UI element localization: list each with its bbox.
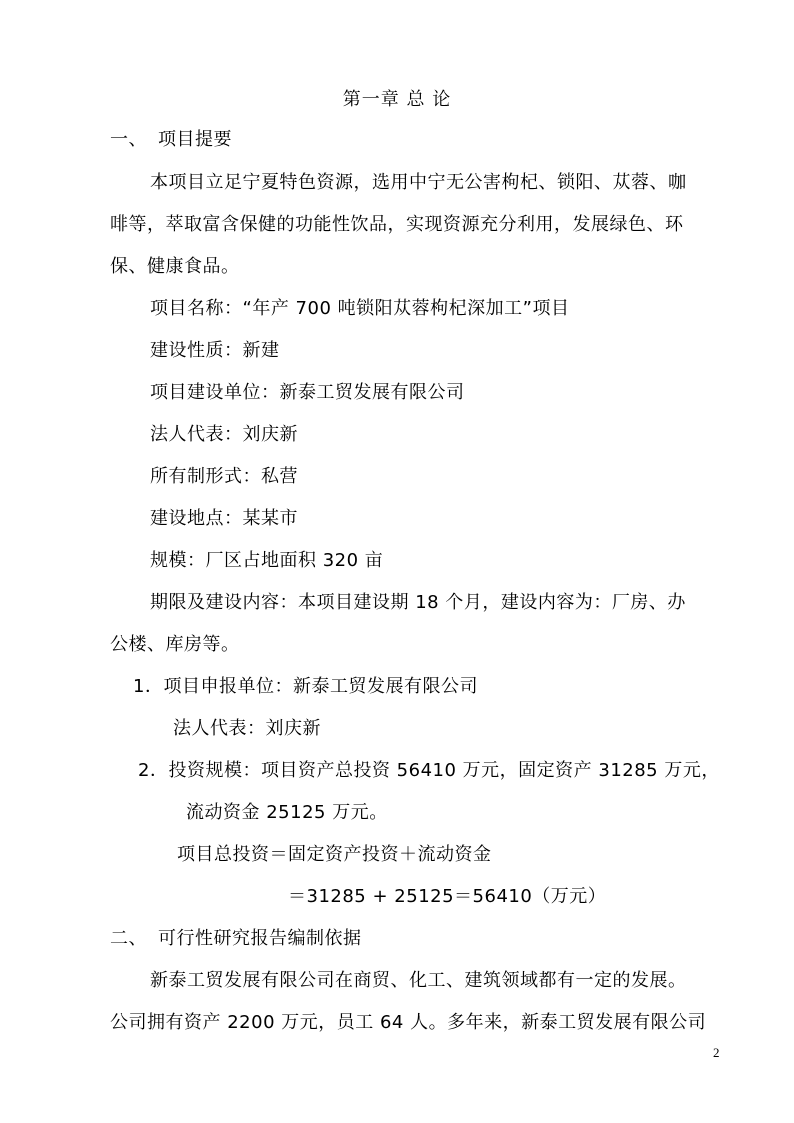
section-title: 项目提要 bbox=[158, 129, 232, 150]
formula-line-1: 项目总投资＝固定资产投资＋流动资金 bbox=[177, 844, 492, 865]
construction-location: 建设地点：某某市 bbox=[150, 508, 298, 529]
intro-line-2: 啡等，萃取富含保健的功能性饮品，实现资源充分利用，发展绿色、环 bbox=[110, 214, 684, 235]
list-item-2-sub: 流动资金 25125 万元。 bbox=[186, 802, 388, 823]
construction-nature: 建设性质：新建 bbox=[150, 340, 280, 361]
intro-line-1: 本项目立足宁夏特色资源，选用中宁无公害枸杞、锁阳、苁蓉、咖 bbox=[150, 172, 687, 193]
ownership-form: 所有制形式：私营 bbox=[150, 466, 298, 487]
section-title: 可行性研究报告编制依据 bbox=[158, 928, 362, 949]
chapter-title: 第一章 总 论 bbox=[342, 89, 452, 110]
period-line-1: 期限及建设内容：本项目建设期 18 个月，建设内容为：厂房、办 bbox=[150, 592, 686, 613]
formula-line-2: ＝31285 + 25125＝56410（万元） bbox=[288, 886, 607, 907]
section-heading-2 bbox=[110, 927, 362, 951]
company-line-2: 公司拥有资产 2200 万元，员工 64 人。多年来，新泰工贸发展有限公司 bbox=[110, 1012, 707, 1033]
intro-line-3: 保、健康食品。 bbox=[110, 256, 240, 277]
section-heading-1 bbox=[110, 128, 232, 152]
legal-representative: 法人代表：刘庆新 bbox=[150, 424, 298, 445]
construction-unit: 项目建设单位：新泰工贸发展有限公司 bbox=[150, 382, 465, 403]
list-item-1-sub: 法人代表：刘庆新 bbox=[173, 718, 321, 739]
project-name: 项目名称：“年产 700 吨锁阳苁蓉枸杞深加工”项目 bbox=[150, 298, 570, 319]
list-item-text: 项目申报单位：新泰工贸发展有限公司 bbox=[163, 676, 478, 697]
period-line-2: 公楼、库房等。 bbox=[110, 634, 240, 655]
section-number: 一、 bbox=[110, 129, 147, 150]
project-scale: 规模：厂区占地面积 320 亩 bbox=[150, 550, 384, 571]
list-item-number: 1． bbox=[133, 676, 164, 697]
list-item-number: 2． bbox=[138, 760, 169, 781]
page-number: 2 bbox=[713, 1045, 720, 1060]
list-item-text: 投资规模：项目资产总投资 56410 万元，固定资产 31285 万元， bbox=[168, 760, 720, 781]
list-item-2 bbox=[138, 759, 720, 783]
company-line-1: 新泰工贸发展有限公司在商贸、化工、建筑领域都有一定的发展。 bbox=[150, 970, 687, 991]
list-item-1 bbox=[133, 675, 478, 699]
section-number: 二、 bbox=[110, 928, 147, 949]
